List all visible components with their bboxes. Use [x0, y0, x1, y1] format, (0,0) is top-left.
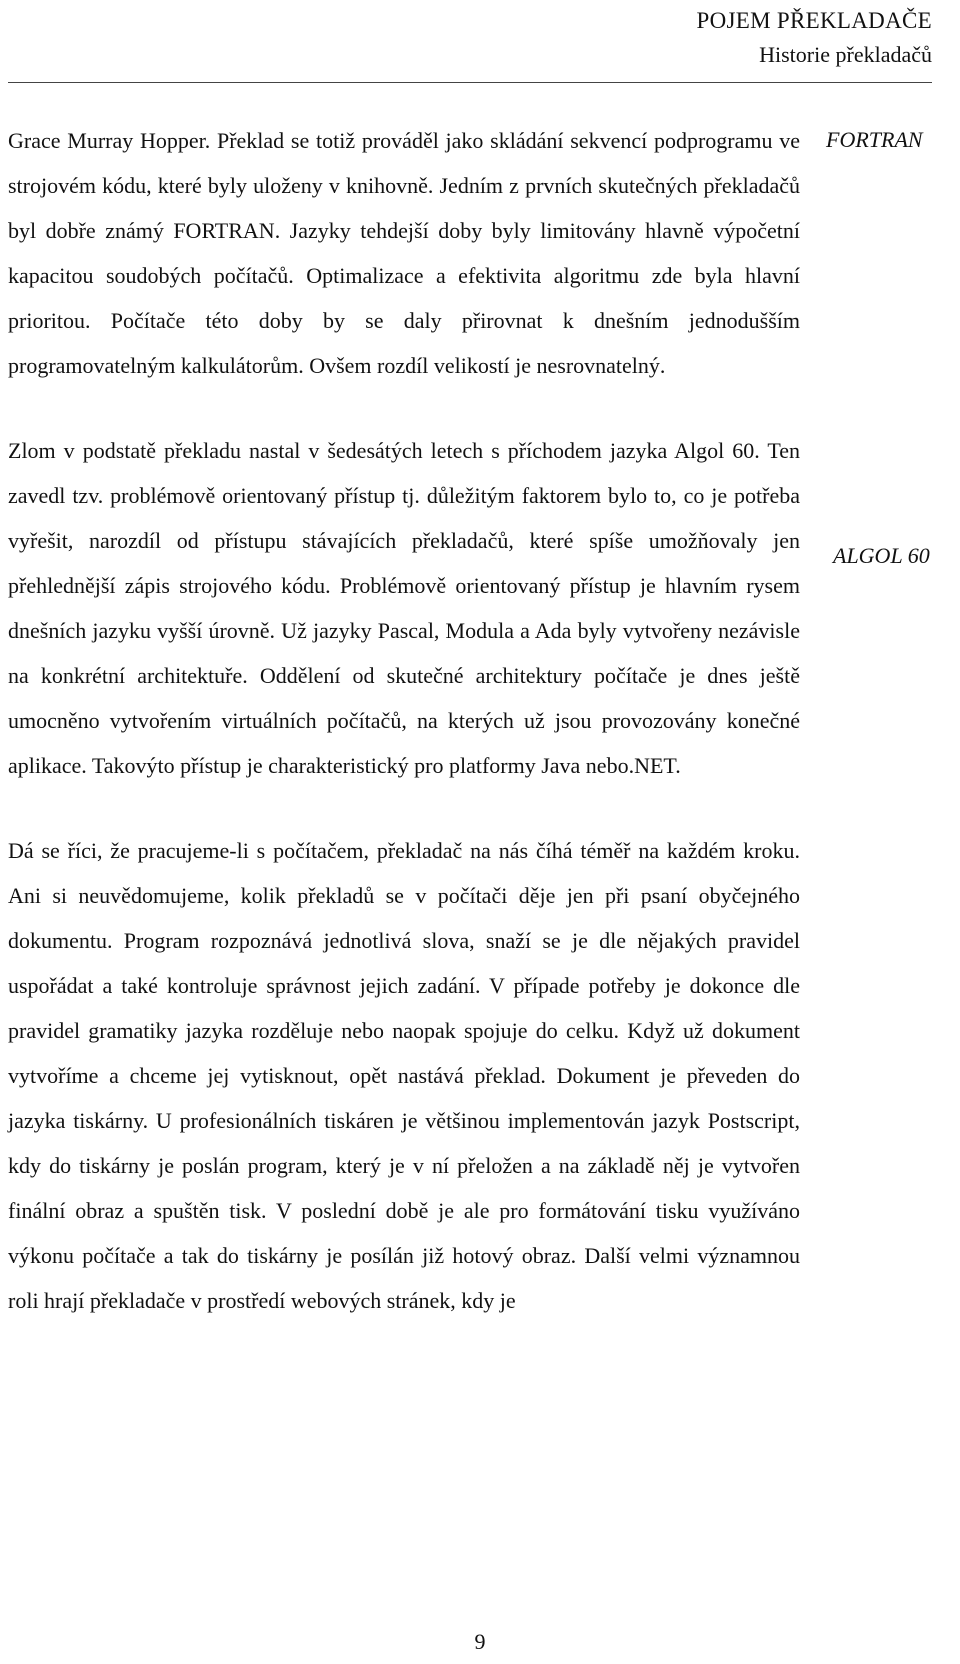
header-rule — [8, 82, 932, 83]
paragraph-everyday-translation: Dá se říci, že pracujeme-li s počítačem, překladač na nás číhá téměř na každém kroku. Ani si neuvědomujeme, kolik překladů se v počítači děje jen při psaní obyčejného dokumentu. Program rozpoznává jednotlivá slova, snaží se je dle nějakých pravidel uspořádat a také kontroluje správnost jejich zadání. V případe potřeby je dokonce dle pravidel gramatiky jazyka rozděluje nebo naopak spojuje do celku. Když už dokument vytvoříme a chceme jej vytisknout, opět nastává překlad. Dokument je převeden do jazyka tiskárny. U profesionálních tiskáren je většinou implementován jazyk Postscript, kdy do tiskárny je poslán program, který je v ní přeložen a na základě něj je vytvořen finální obraz a spuštěn tisk. V poslední době je ale pro formátování tisku využíváno výkonu počítače a tak do tiskárny je posílán již hotový obraz. Další velmi významnou roli hrají překladače v prostředí webových stránek, kdy je — [8, 838, 800, 1313]
running-header — [697, 4, 932, 72]
header-title: POJEM PŘEKLADAČE — [696, 8, 932, 33]
page-number: 9 — [474, 1629, 486, 1654]
header-subtitle: Historie překladačů — [759, 42, 932, 67]
paragraph-fortran: Grace Murray Hopper. Překlad se totiž prováděl jako skládání sekvencí podprogramu ve strojovém kódu, které byly uloženy v knihovně. Jedním z prvních skutečných překladačů byl dobře známý FORTRAN. Jazyky tehdejší doby byly limitovány hlavně výpočetní kapacitou soudobých počítačů. Optimalizace a efektivita algoritmu zde byla hlavní prioritou. Počítače této doby by se daly přirovnat k dnešním jednodušším programovatelným kalkulátorům. Ovšem rozdíl velikostí je nesrovnatelný. — [8, 128, 800, 378]
body-text — [8, 118, 800, 1363]
paragraph-algol: Zlom v podstatě překladu nastal v šedesátých letech s příchodem jazyka Algol 60. Ten zavedl tzv. problémově orientovaný přístup tj. důležitým faktorem bylo to, co je potřeba vyřešit, narozdíl od přístupu stávajících překladačů, které spíše umožňovaly jen přehlednější zápis strojového kódu. Problémově orientovaný přístup je hlavním rysem dnešních jazyku vyšší úrovně. Už jazyky Pascal, Modula a Ada byly vytvořeny nezávisle na konkrétní architektuře. Oddělení od skutečné architektury počítače je dnes ještě umocněno vytvořením virtuálních počítačů, na kterých už jsou provozovány konečné aplikace. Takovýto přístup je charakteristický pro platformy Java nebo.NET. — [8, 438, 800, 778]
margin-note-fortran: FORTRAN — [826, 127, 923, 152]
margin-note-algol: ALGOL 60 — [833, 543, 930, 568]
